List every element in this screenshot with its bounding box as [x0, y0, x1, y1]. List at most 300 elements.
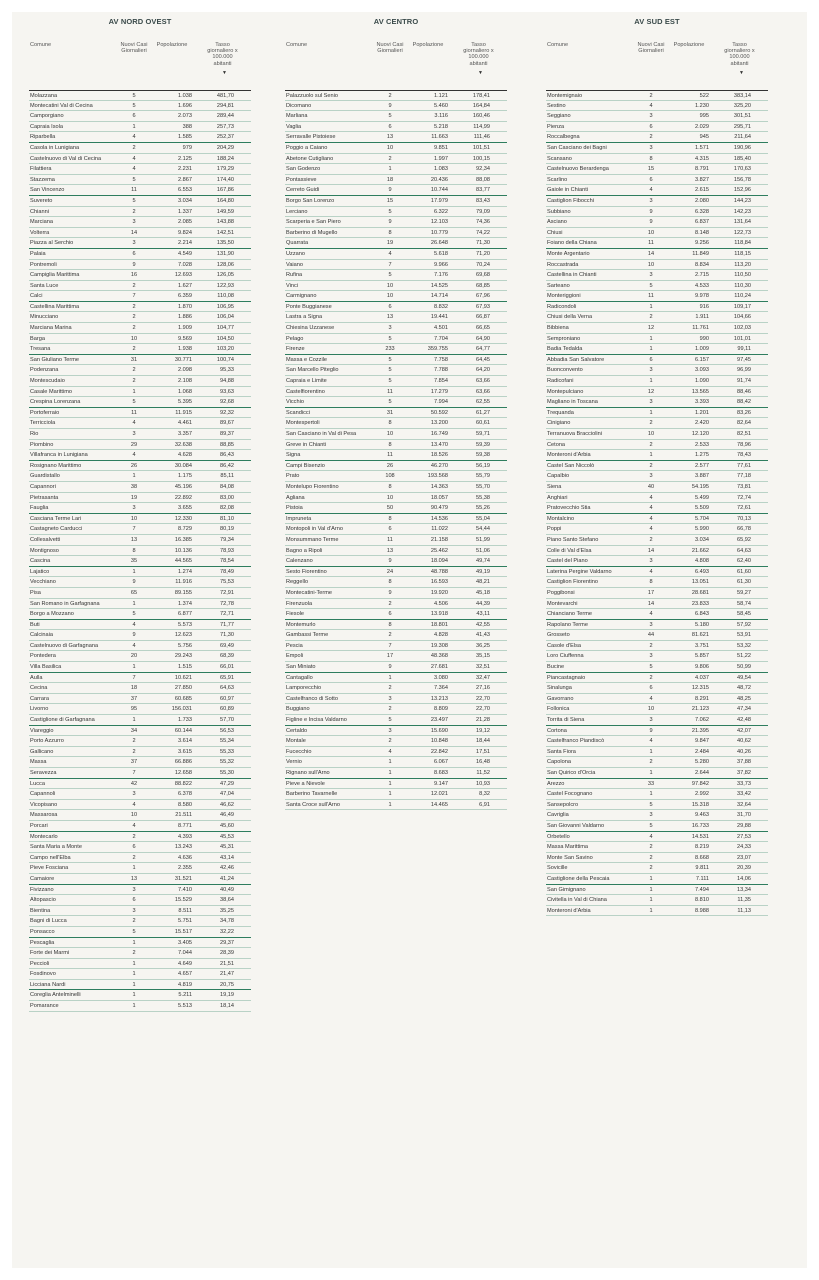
table-row	[546, 461, 768, 472]
cell-popolazione: 8.511	[178, 907, 192, 914]
cell-tasso: 81,10	[220, 515, 234, 522]
cell-popolazione: 32.638	[174, 441, 192, 448]
cell-nuovi-casi: 4	[132, 801, 136, 808]
cell-tasso: 100,15	[472, 155, 490, 162]
table-row	[546, 418, 768, 429]
cell-comune: Carrara	[30, 695, 49, 702]
table-row	[285, 90, 507, 101]
cell-comune: Castelfiorentino	[286, 388, 325, 395]
cell-popolazione: 3.751	[695, 642, 709, 649]
cell-popolazione: 9.147	[434, 780, 448, 787]
cell-tasso: 46,62	[220, 801, 234, 808]
cell-popolazione: 13.200	[430, 420, 448, 427]
cell-popolazione: 1.571	[695, 144, 709, 151]
cell-popolazione: 2.214	[178, 240, 192, 247]
cell-nuovi-casi: 11	[387, 536, 393, 543]
cell-comune: Rignano sull'Arno	[286, 770, 330, 776]
cell-comune: Cortona	[547, 727, 567, 734]
table-row	[285, 175, 507, 186]
cell-popolazione: 18.057	[430, 494, 448, 501]
cell-popolazione: 5.211	[178, 992, 192, 999]
cell-nuovi-casi: 10	[386, 282, 394, 289]
cell-nuovi-casi: 6	[388, 611, 392, 618]
header-tasso[interactable]: Tasso giornaliero x 100.000 abitanti	[207, 42, 238, 67]
cell-popolazione: 2.420	[695, 420, 709, 427]
cell-tasso: 72,74	[737, 494, 751, 501]
sort-desc-icon[interactable]: ▼	[478, 70, 483, 76]
cell-popolazione: 7.062	[695, 717, 709, 724]
cell-tasso: 75,53	[220, 579, 234, 586]
cell-nuovi-casi: 4	[132, 134, 136, 141]
cell-popolazione: 8.791	[695, 166, 709, 173]
cell-tasso: 35,25	[220, 907, 234, 914]
cell-comune: Pontassieve	[286, 176, 317, 183]
cell-comune: Ponsacco	[30, 928, 55, 935]
cell-nuovi-casi: 9	[388, 187, 392, 194]
cell-comune: Subbiano	[547, 208, 571, 215]
cell-comune: San Gimignano	[547, 886, 586, 893]
cell-nuovi-casi: 8	[388, 621, 392, 628]
cell-popolazione: 4.501	[434, 325, 448, 332]
table-row	[29, 874, 251, 885]
cell-tasso: 20,39	[737, 865, 751, 872]
cell-tasso: 72,61	[737, 505, 751, 512]
table-row	[29, 132, 251, 143]
table-row	[29, 969, 251, 980]
table-row	[546, 355, 768, 366]
header-comune: Comune	[547, 42, 569, 48]
cell-tasso: 84,08	[220, 483, 234, 490]
table-row	[546, 789, 768, 800]
table-row	[285, 694, 507, 705]
table-row	[29, 588, 251, 599]
table-row	[546, 344, 768, 355]
cell-nuovi-casi: 1	[649, 770, 653, 776]
cell-nuovi-casi: 3	[388, 325, 392, 332]
cell-nuovi-casi: 2	[649, 759, 653, 766]
table-row	[546, 376, 768, 387]
cell-popolazione: 2.080	[695, 197, 709, 204]
cell-popolazione: 7.176	[434, 272, 448, 279]
cell-comune: Vaiano	[286, 261, 304, 268]
cell-popolazione: 8.771	[178, 822, 192, 829]
cell-nuovi-casi: 26	[130, 462, 138, 469]
cell-popolazione: 3.034	[178, 197, 192, 204]
table-row	[546, 90, 768, 101]
cell-comune: Orbetello	[547, 833, 570, 840]
cell-popolazione: 359.755	[427, 346, 448, 353]
cell-tasso: 122,93	[216, 282, 234, 289]
cell-comune: Chiusi	[547, 229, 563, 236]
cell-tasso: 44,39	[476, 600, 490, 607]
cell-nuovi-casi: 15	[386, 197, 394, 204]
cell-comune: Livorno	[30, 706, 49, 713]
cell-popolazione: 6.322	[434, 208, 448, 215]
table-row	[546, 599, 768, 610]
cell-nuovi-casi: 1	[649, 346, 653, 353]
cell-tasso: 64,77	[476, 346, 490, 353]
table-row	[285, 704, 507, 715]
cell-comune: Cavriglia	[547, 812, 569, 819]
cell-tasso: 103,20	[216, 346, 234, 353]
cell-nuovi-casi: 1	[132, 473, 136, 480]
cell-nuovi-casi: 4	[388, 748, 392, 755]
cell-nuovi-casi: 1	[132, 600, 136, 607]
cell-tasso: 55,34	[220, 738, 234, 745]
header-nuovi-casi: Nuovi Casi Giornalieri	[637, 42, 665, 55]
cell-tasso: 24,33	[737, 844, 751, 851]
cell-comune: San Quirico d'Orcia	[547, 770, 596, 776]
cell-tasso: 61,27	[476, 409, 490, 416]
cell-nuovi-casi: 4	[649, 568, 653, 575]
cell-comune: Sinalunga	[547, 685, 572, 692]
cell-comune: Marciana Marina	[30, 325, 72, 332]
cell-popolazione: 8.834	[695, 261, 709, 268]
table-row	[29, 429, 251, 440]
header-tasso[interactable]: Tasso giornaliero x 100.000 abitanti	[463, 42, 494, 67]
cell-tasso: 72,91	[220, 589, 234, 596]
cell-popolazione: 50.592	[430, 409, 448, 416]
cell-comune: Montecarlo	[30, 833, 58, 840]
table-row	[29, 408, 251, 419]
cell-tasso: 27,53	[737, 833, 751, 840]
cell-popolazione: 4.636	[178, 854, 192, 861]
table-row	[29, 651, 251, 662]
cell-comune: Bagno a Ripoli	[286, 547, 323, 554]
cell-tasso: 55,33	[220, 748, 234, 755]
cell-popolazione: 5.280	[695, 759, 709, 766]
cell-comune: Poggibonsi	[547, 589, 575, 596]
cell-nuovi-casi: 6	[132, 844, 136, 851]
table-row	[546, 683, 768, 694]
cell-popolazione: 979	[182, 144, 192, 151]
cell-nuovi-casi: 2	[132, 314, 136, 321]
cell-tasso: 50,99	[737, 664, 751, 671]
cell-tasso: 31,70	[737, 812, 751, 819]
cell-tasso: 47,34	[737, 706, 751, 713]
cell-nuovi-casi: 2	[388, 93, 392, 99]
cell-comune: Castel Focognano	[547, 791, 593, 798]
cell-nuovi-casi: 2	[649, 314, 653, 321]
cell-nuovi-casi: 95	[130, 706, 138, 713]
cell-nuovi-casi: 8	[388, 420, 392, 427]
header-comune: Comune	[30, 42, 52, 48]
cell-nuovi-casi: 9	[388, 102, 392, 109]
cell-popolazione: 5.573	[178, 621, 192, 628]
cell-popolazione: 9.847	[695, 738, 709, 745]
table-row	[285, 408, 507, 419]
cell-tasso: 48,21	[476, 579, 490, 586]
cell-tasso: 18,44	[476, 738, 490, 745]
cell-tasso: 60,97	[220, 695, 234, 702]
cell-nuovi-casi: 9	[649, 219, 653, 226]
cell-nuovi-casi: 11	[131, 187, 137, 194]
cell-nuovi-casi: 2	[132, 854, 136, 861]
cell-nuovi-casi: 31	[130, 356, 138, 363]
table-row	[285, 164, 507, 175]
table-row	[29, 281, 251, 292]
cell-comune: Seravezza	[30, 770, 57, 776]
cell-nuovi-casi: 6	[388, 303, 392, 310]
table-row	[29, 832, 251, 843]
cell-tasso: 131,64	[733, 219, 751, 226]
table-row	[546, 821, 768, 832]
cell-tasso: 79,34	[220, 536, 234, 543]
cell-popolazione: 12.103	[430, 219, 448, 226]
cell-comune: Abetone Cutigliano	[286, 155, 334, 162]
cell-tasso: 46,49	[220, 812, 234, 819]
cell-comune: Pescaglia	[30, 939, 55, 946]
sort-desc-icon[interactable]: ▼	[739, 70, 744, 76]
table-row	[29, 440, 251, 451]
cell-tasso: 11,52	[476, 770, 490, 776]
table-row	[546, 895, 768, 906]
cell-popolazione: 4.506	[434, 600, 448, 607]
cell-comune: Pieve Fosciana	[30, 865, 69, 872]
cell-comune: Loro Ciuffenna	[547, 653, 584, 660]
cell-comune: Greve in Chianti	[286, 441, 327, 448]
cell-tasso: 55,30	[220, 770, 234, 776]
cell-nuovi-casi: 3	[649, 272, 653, 279]
cell-nuovi-casi: 2	[388, 155, 392, 162]
cell-tasso: 32,51	[476, 664, 490, 671]
cell-comune: Campi Bisenzio	[286, 462, 325, 469]
cell-tasso: 57,92	[737, 621, 751, 628]
cell-tasso: 164,84	[472, 102, 490, 109]
cell-comune: Magliano in Toscana	[547, 399, 598, 406]
cell-nuovi-casi: 2	[649, 865, 653, 872]
cell-comune: Laterina Pergine Valdarno	[547, 568, 612, 575]
cell-popolazione: 9.824	[178, 229, 192, 236]
table-row	[29, 111, 251, 122]
cell-popolazione: 156.031	[171, 706, 192, 713]
cell-comune: San Marcello Piteglio	[286, 367, 339, 374]
cell-comune: Pietrasanta	[30, 494, 59, 501]
cell-comune: Massa Marittima	[547, 844, 589, 851]
cell-tasso: 78,49	[220, 568, 234, 575]
cell-nuovi-casi: 3	[649, 399, 653, 406]
cell-popolazione: 26.648	[430, 240, 448, 247]
cell-tasso: 211,64	[734, 134, 751, 141]
cell-tasso: 19,19	[220, 992, 234, 999]
cell-comune: Quarrata	[286, 240, 309, 247]
cell-popolazione: 6.877	[178, 611, 192, 618]
table-row	[285, 365, 507, 376]
cell-popolazione: 1.585	[178, 134, 192, 141]
cell-tasso: 40,62	[737, 738, 751, 745]
cell-tasso: 37,88	[737, 759, 751, 766]
table-row	[546, 736, 768, 747]
cell-comune: Terricciola	[30, 420, 56, 427]
cell-nuovi-casi: 1	[132, 992, 136, 999]
cell-comune: Badia Tedalda	[547, 346, 583, 353]
cell-popolazione: 7.758	[434, 356, 448, 363]
cell-nuovi-casi: 6	[649, 123, 653, 130]
cell-nuovi-casi: 9	[649, 727, 653, 734]
cell-nuovi-casi: 7	[132, 674, 136, 681]
cell-nuovi-casi: 7	[388, 261, 392, 268]
cell-tasso: 22,70	[476, 706, 490, 713]
table-row	[285, 471, 507, 482]
cell-popolazione: 4.657	[178, 971, 192, 978]
table-row	[546, 694, 768, 705]
cell-nuovi-casi: 1	[132, 939, 136, 946]
cell-popolazione: 19.441	[430, 314, 448, 321]
cell-nuovi-casi: 1	[132, 568, 136, 575]
cell-nuovi-casi: 8	[388, 229, 392, 236]
table-body	[546, 90, 768, 916]
cell-nuovi-casi: 1	[649, 748, 653, 755]
cell-popolazione: 8.832	[434, 303, 448, 310]
table-row	[546, 249, 768, 260]
cell-comune: Monsummano Terme	[286, 536, 339, 543]
cell-nuovi-casi: 1	[132, 960, 136, 967]
cell-comune: Chianciano Terme	[547, 611, 592, 618]
cell-tasso: 97,45	[737, 356, 751, 363]
cell-popolazione: 1.870	[178, 303, 192, 310]
cell-popolazione: 1.997	[434, 155, 448, 162]
cell-nuovi-casi: 5	[132, 93, 136, 99]
cell-popolazione: 11.663	[431, 134, 448, 141]
cell-popolazione: 17.979	[430, 197, 448, 204]
cell-tasso: 109,17	[733, 303, 751, 310]
cell-nuovi-casi: 12	[647, 388, 655, 395]
cell-nuovi-casi: 5	[649, 822, 653, 829]
cell-comune: Cinigiano	[547, 420, 571, 427]
cell-tasso: 89,67	[220, 420, 234, 427]
cell-popolazione: 3.655	[178, 505, 192, 512]
cell-tasso: 17,51	[476, 748, 490, 755]
cell-tasso: 47,29	[220, 780, 234, 787]
region-title: AV SUD EST	[634, 17, 680, 26]
cell-comune: Montescudaio	[30, 378, 65, 385]
cell-tasso: 79,09	[476, 208, 490, 215]
cell-tasso: 80,19	[220, 526, 234, 533]
cell-nuovi-casi: 12	[647, 325, 655, 332]
cell-comune: Scansano	[547, 155, 572, 162]
cell-nuovi-casi: 1	[388, 780, 392, 787]
cell-tasso: 64,63	[737, 547, 751, 554]
cell-tasso: 64,45	[476, 356, 490, 363]
cell-popolazione: 1.175	[178, 473, 192, 480]
table-row	[29, 90, 251, 101]
cell-comune: Marciana	[30, 219, 54, 226]
cell-comune: Scarperia e San Piero	[286, 219, 341, 226]
cell-nuovi-casi: 9	[388, 219, 392, 226]
table-row	[546, 387, 768, 398]
cell-tasso: 94,88	[220, 378, 234, 385]
table-row	[29, 927, 251, 938]
cell-popolazione: 945	[699, 134, 709, 141]
cell-nuovi-casi: 8	[649, 579, 653, 586]
cell-comune: Cecina	[30, 685, 48, 692]
cell-nuovi-casi: 2	[649, 674, 653, 681]
cell-nuovi-casi: 9	[132, 579, 136, 586]
table-row	[285, 185, 507, 196]
cell-popolazione: 1.068	[178, 388, 192, 395]
cell-nuovi-casi: 31	[386, 409, 394, 416]
cell-comune: Pescia	[286, 642, 303, 649]
cell-popolazione: 66.886	[174, 759, 192, 766]
cell-comune: Casciana Terme Lari	[30, 515, 82, 522]
table-row	[546, 164, 768, 175]
cell-nuovi-casi: 1	[388, 166, 392, 173]
cell-tasso: 93,63	[220, 388, 234, 395]
cell-comune: Villa Basilica	[30, 664, 62, 671]
cell-nuovi-casi: 7	[132, 293, 136, 300]
cell-tasso: 89,37	[220, 431, 234, 437]
cell-nuovi-casi: 13	[386, 134, 394, 141]
sort-desc-icon[interactable]: ▼	[222, 70, 227, 76]
table-row	[29, 948, 251, 959]
cell-nuovi-casi: 4	[649, 695, 653, 702]
cell-nuovi-casi: 3	[649, 653, 653, 660]
cell-popolazione: 4.037	[695, 674, 709, 681]
cell-tasso: 68,85	[476, 282, 490, 289]
cell-comune: Roccalbegna	[547, 134, 580, 141]
cell-comune: Seggiano	[547, 113, 571, 120]
cell-nuovi-casi: 17	[647, 589, 655, 596]
cell-nuovi-casi: 2	[132, 748, 136, 755]
cell-nuovi-casi: 1	[649, 907, 653, 914]
cell-tasso: 78,96	[737, 441, 751, 448]
cell-popolazione: 8.988	[695, 907, 709, 914]
cell-nuovi-casi: 2	[649, 536, 653, 543]
cell-tasso: 170,63	[733, 166, 751, 173]
cell-popolazione: 9.811	[695, 865, 709, 872]
table-row	[546, 514, 768, 525]
cell-tasso: 92,68	[220, 399, 234, 406]
cell-popolazione: 48.368	[430, 653, 448, 660]
table-row	[29, 418, 251, 429]
cell-popolazione: 3.357	[178, 431, 192, 437]
cell-tasso: 41,43	[476, 632, 490, 639]
cell-popolazione: 13.243	[174, 844, 192, 851]
cell-tasso: 88,42	[737, 399, 751, 406]
cell-nuovi-casi: 1	[649, 452, 653, 459]
table-row	[29, 641, 251, 652]
table-row	[285, 450, 507, 461]
cell-popolazione: 4.819	[178, 981, 192, 988]
cell-nuovi-casi: 24	[386, 568, 394, 575]
table-row	[546, 768, 768, 779]
cell-comune: Civitella in Val di Chiana	[547, 897, 607, 904]
cell-nuovi-casi: 1	[649, 335, 653, 342]
table-row	[546, 260, 768, 271]
table-row	[546, 757, 768, 768]
cell-popolazione: 5.509	[695, 505, 709, 512]
table-row	[285, 736, 507, 747]
cell-tasso: 99,11	[737, 346, 751, 353]
cell-comune: Piombino	[30, 441, 54, 448]
cell-popolazione: 29.243	[174, 653, 192, 660]
cell-tasso: 13,34	[737, 886, 751, 893]
cell-comune: Palaia	[30, 250, 46, 257]
header-tasso[interactable]: Tasso giornaliero x 100.000 abitanti	[724, 42, 755, 67]
cell-nuovi-casi: 20	[130, 653, 138, 660]
cell-nuovi-casi: 3	[132, 907, 136, 914]
table-row	[29, 249, 251, 260]
table-row	[29, 260, 251, 271]
cell-popolazione: 14.531	[691, 833, 709, 840]
cell-tasso: 104,50	[216, 335, 234, 342]
cell-nuovi-casi: 1	[649, 886, 653, 893]
cell-comune: Viareggio	[30, 727, 54, 734]
cell-comune: Pistoia	[286, 505, 303, 512]
table-row	[29, 461, 251, 472]
cell-tasso: 114,99	[473, 123, 490, 130]
cell-tasso: 66,78	[737, 526, 751, 533]
